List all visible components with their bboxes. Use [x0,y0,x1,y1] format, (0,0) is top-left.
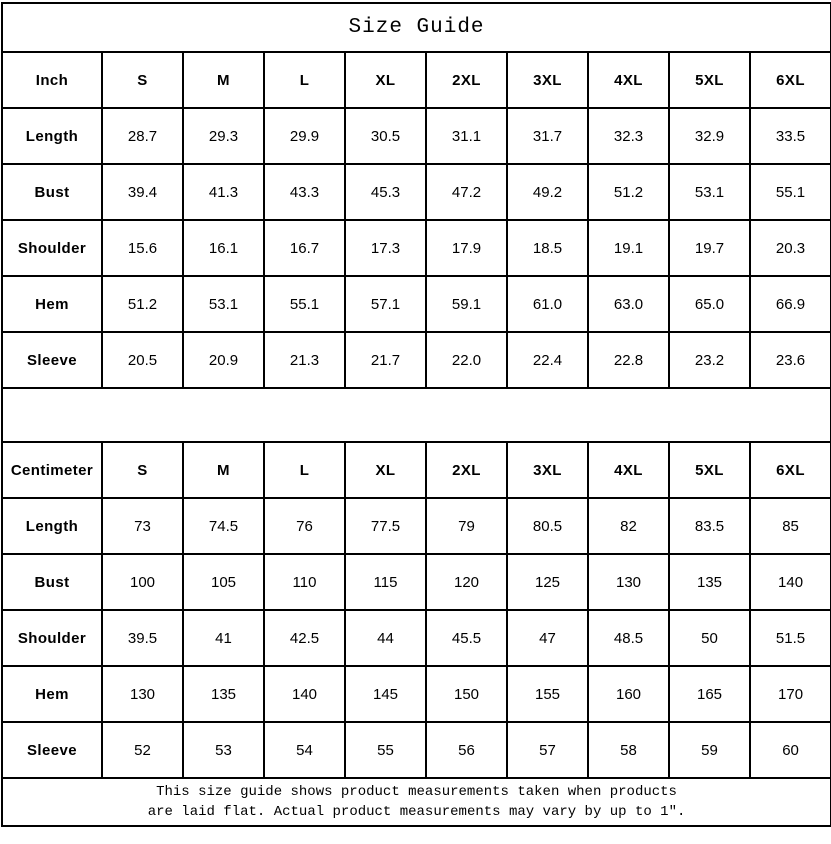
measurement-cell: 23.2 [669,332,750,388]
title-row [2,3,831,52]
size-column-header: L [264,442,345,498]
row-label: Hem [2,666,102,722]
measurement-cell: 53.1 [183,276,264,332]
measurement-cell: 73 [102,498,183,554]
measurement-cell: 51.2 [102,276,183,332]
measurement-cell: 53 [183,722,264,778]
measurement-cell: 39.4 [102,164,183,220]
row-label: Length [2,108,102,164]
measurement-cell: 19.7 [669,220,750,276]
measurement-cell: 22.0 [426,332,507,388]
measurement-cell: 61.0 [507,276,588,332]
measurement-cell: 140 [750,554,831,610]
measurement-cell: 23.6 [750,332,831,388]
measurement-cell: 18.5 [507,220,588,276]
measurement-cell: 115 [345,554,426,610]
measurement-cell: 130 [102,666,183,722]
measurement-cell: 100 [102,554,183,610]
cm_table-header-row [2,442,831,498]
measurement-cell: 110 [264,554,345,610]
measurement-cell: 105 [183,554,264,610]
inch-table-section [2,52,831,388]
measurement-cell: 55.1 [750,164,831,220]
table-row [2,610,831,666]
table-row [2,722,831,778]
measurement-cell: 65.0 [669,276,750,332]
size-column-header: 4XL [588,442,669,498]
measurement-cell: 59.1 [426,276,507,332]
measurement-cell: 43.3 [264,164,345,220]
row-label: Shoulder [2,610,102,666]
table-row [2,108,831,164]
table-row [2,220,831,276]
measurement-cell: 57 [507,722,588,778]
size-column-header: M [183,52,264,108]
table-row [2,164,831,220]
measurement-cell: 155 [507,666,588,722]
measurement-cell: 85 [750,498,831,554]
measurement-cell: 31.1 [426,108,507,164]
row-label: Bust [2,164,102,220]
size-column-header: S [102,442,183,498]
measurement-cell: 51.2 [588,164,669,220]
row-label: Shoulder [2,220,102,276]
footer-row [2,778,831,826]
measurement-cell: 16.1 [183,220,264,276]
measurement-cell: 29.9 [264,108,345,164]
measurement-cell: 66.9 [750,276,831,332]
spacer-row [2,388,831,442]
measurement-cell: 60 [750,722,831,778]
measurement-cell: 28.7 [102,108,183,164]
row-label: Bust [2,554,102,610]
row-label: Length [2,498,102,554]
table-row [2,554,831,610]
measurement-cell: 50 [669,610,750,666]
size-column-header: L [264,52,345,108]
measurement-cell: 45.3 [345,164,426,220]
size-column-header: XL [345,52,426,108]
measurement-cell: 76 [264,498,345,554]
measurement-cell: 59 [669,722,750,778]
size-column-header: 4XL [588,52,669,108]
measurement-cell: 22.8 [588,332,669,388]
measurement-cell: 74.5 [183,498,264,554]
measurement-cell: 80.5 [507,498,588,554]
spacer-cell [2,388,831,442]
measurement-cell: 165 [669,666,750,722]
measurement-cell: 135 [183,666,264,722]
measurement-cell: 150 [426,666,507,722]
measurement-cell: 45.5 [426,610,507,666]
measurement-cell: 48.5 [588,610,669,666]
measurement-cell: 63.0 [588,276,669,332]
inch_table-unit-label: Inch [2,52,102,108]
measurement-cell: 125 [507,554,588,610]
measurement-cell: 20.9 [183,332,264,388]
size-column-header: 3XL [507,442,588,498]
measurement-cell: 15.6 [102,220,183,276]
measurement-cell: 51.5 [750,610,831,666]
measurement-cell: 47 [507,610,588,666]
measurement-cell: 31.7 [507,108,588,164]
size-guide-table [1,2,831,827]
measurement-cell: 47.2 [426,164,507,220]
measurement-cell: 44 [345,610,426,666]
measurement-cell: 57.1 [345,276,426,332]
footer-note-line1: This size guide shows product measurements taken when products [156,784,677,800]
row-label: Hem [2,276,102,332]
row-label: Sleeve [2,722,102,778]
size-column-header: 2XL [426,52,507,108]
measurement-cell: 22.4 [507,332,588,388]
measurement-cell: 79 [426,498,507,554]
table-row [2,666,831,722]
measurement-cell: 52 [102,722,183,778]
measurement-cell: 41 [183,610,264,666]
measurement-cell: 130 [588,554,669,610]
footer-note [2,778,831,826]
measurement-cell: 19.1 [588,220,669,276]
measurement-cell: 140 [264,666,345,722]
measurement-cell: 58 [588,722,669,778]
measurement-cell: 21.3 [264,332,345,388]
measurement-cell: 21.7 [345,332,426,388]
measurement-cell: 20.5 [102,332,183,388]
size-column-header: XL [345,442,426,498]
page-title: Size Guide [2,3,831,52]
size-column-header: 5XL [669,442,750,498]
measurement-cell: 77.5 [345,498,426,554]
measurement-cell: 16.7 [264,220,345,276]
cm_table-unit-label: Centimeter [2,442,102,498]
measurement-cell: 160 [588,666,669,722]
inch_table-header-row [2,52,831,108]
size-column-header: 2XL [426,442,507,498]
measurement-cell: 32.3 [588,108,669,164]
size-column-header: 5XL [669,52,750,108]
measurement-cell: 30.5 [345,108,426,164]
measurement-cell: 33.5 [750,108,831,164]
measurement-cell: 56 [426,722,507,778]
measurement-cell: 145 [345,666,426,722]
size-column-header: 6XL [750,442,831,498]
size-column-header: M [183,442,264,498]
measurement-cell: 20.3 [750,220,831,276]
measurement-cell: 39.5 [102,610,183,666]
size-column-header: 3XL [507,52,588,108]
size-column-header: S [102,52,183,108]
measurement-cell: 83.5 [669,498,750,554]
measurement-cell: 49.2 [507,164,588,220]
measurement-cell: 54 [264,722,345,778]
footer-note-line2: are laid flat. Actual product measurements may vary by up to 1″. [147,804,686,820]
size-column-header: 6XL [750,52,831,108]
table-row [2,498,831,554]
measurement-cell: 17.3 [345,220,426,276]
measurement-cell: 55 [345,722,426,778]
measurement-cell: 29.3 [183,108,264,164]
measurement-cell: 32.9 [669,108,750,164]
table-row [2,332,831,388]
row-label: Sleeve [2,332,102,388]
measurement-cell: 17.9 [426,220,507,276]
measurement-cell: 42.5 [264,610,345,666]
measurement-cell: 135 [669,554,750,610]
table-row [2,276,831,332]
measurement-cell: 170 [750,666,831,722]
measurement-cell: 41.3 [183,164,264,220]
cm-table-section [2,442,831,778]
measurement-cell: 120 [426,554,507,610]
measurement-cell: 55.1 [264,276,345,332]
measurement-cell: 53.1 [669,164,750,220]
measurement-cell: 82 [588,498,669,554]
